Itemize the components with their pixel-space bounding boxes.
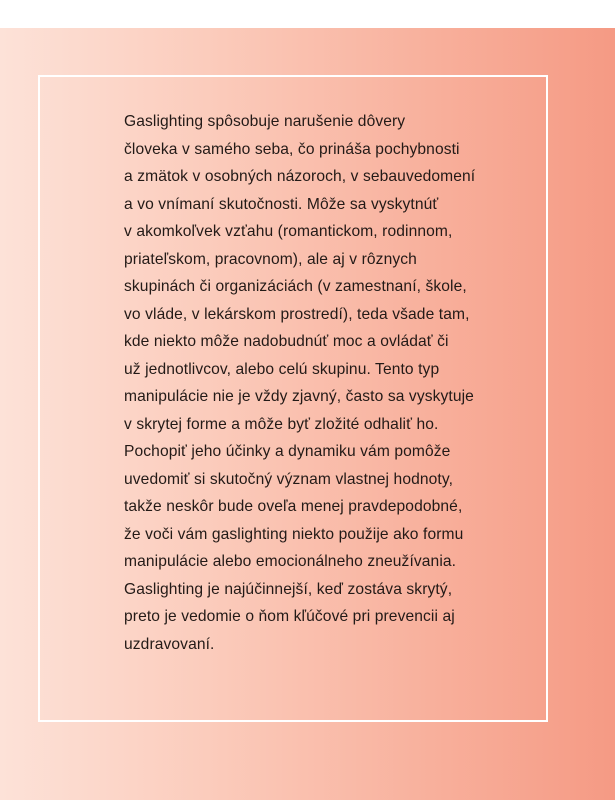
text-line: manipulácie nie je vždy zjavný, často sa vyskytuje bbox=[124, 388, 474, 405]
text-line: Gaslighting je najúčinnejší, keď zostáva skrytý, bbox=[124, 580, 453, 598]
text-line: takže neskôr bude oveľa menej pravdepodobné, bbox=[124, 498, 463, 515]
text-line: a vo vnímaní skutočnosti. Môže sa vyskytnúť bbox=[124, 195, 439, 213]
text-line: a zmätok v osobných názoroch, v sebauvedomení bbox=[124, 168, 476, 185]
text-line: v skrytej forme a môže byť zložité odhaliť ho. bbox=[124, 415, 439, 433]
text-line: uvedomiť si skutočný význam vlastnej hodnoty, bbox=[124, 470, 454, 488]
text-line: uzdravovaní. bbox=[124, 635, 215, 653]
text-line: v akomkoľvek vzťahu (romantickom, rodinnom, bbox=[124, 223, 453, 240]
text-line: skupinách či organizáciách (v zamestnaní, škole, bbox=[124, 278, 467, 295]
text-line: kde niekto môže nadobudnúť moc a ovládať či bbox=[124, 333, 449, 350]
text-line: už jednotlivcov, alebo celú skupinu. Tento typ bbox=[124, 360, 440, 378]
text-line: vo vláde, v lekárskom prostredí), teda všade tam, bbox=[124, 305, 470, 323]
text-line: Gaslighting spôsobuje narušenie dôvery bbox=[124, 113, 406, 130]
text-line: manipulácie alebo emocionálneho zneužívania. bbox=[124, 553, 457, 570]
text-line: že voči vám gaslighting niekto použije ako formu bbox=[124, 525, 464, 543]
body-paragraph bbox=[124, 108, 475, 658]
text-line: človeka v samého seba, čo prináša pochybnosti bbox=[124, 140, 460, 158]
text-line: priateľskom, pracovnom), ale aj v rôznych bbox=[124, 250, 417, 268]
text-line: preto je vedomie o ňom kľúčové pri prevencii aj bbox=[124, 608, 455, 625]
text-line: Pochopiť jeho účinky a dynamiku vám pomôže bbox=[124, 443, 451, 460]
